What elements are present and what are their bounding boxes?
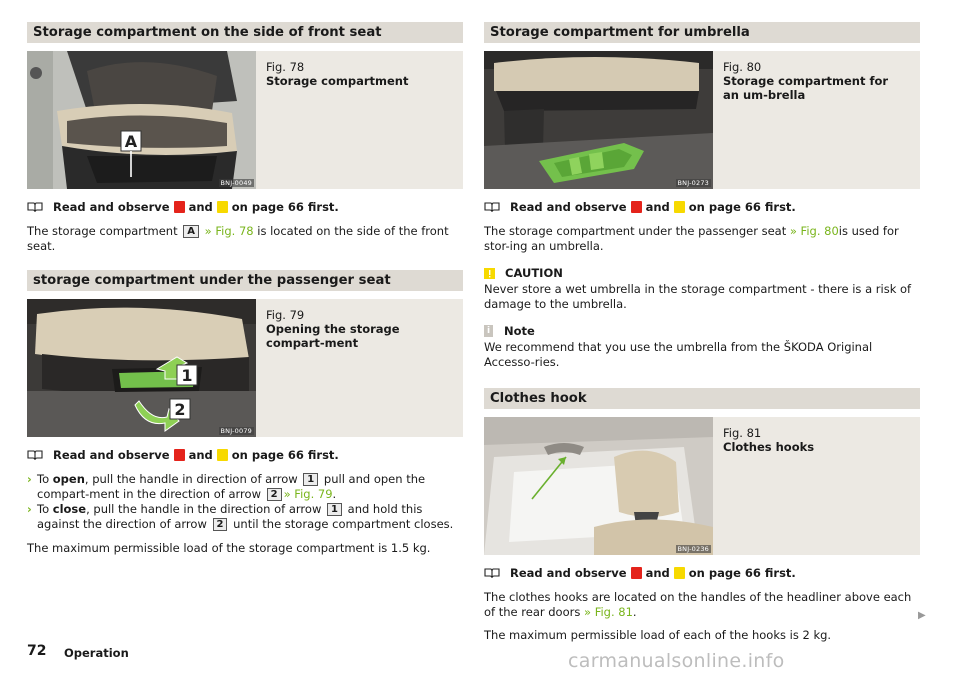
figure-79-image [27, 299, 256, 437]
list-item: › To close, pull the handle in the direction of arrow 1 and hold this against the direction of arrow 2 until the storage compartment closes. [27, 502, 454, 531]
figure-81-code: BNJ-0236 [677, 545, 709, 553]
figure-80-number: Fig. 80 [723, 60, 762, 74]
fig-reference-link[interactable]: » Fig. 78 [204, 224, 254, 238]
paragraph-umbrella: The storage compartment under the passenger seat » Fig. 80is used for stor-ing an umbrella. [484, 224, 899, 253]
caution-yellow-icon [674, 567, 685, 579]
paragraph-max-load: The maximum permissible load of the storage compartment is 1.5 kg. [27, 541, 431, 555]
continue-arrow-icon: ▶ [918, 610, 926, 621]
svg-text:1: 1 [181, 366, 193, 385]
paragraph-hook-load: The maximum permissible load of each of the hooks is 2 kg. [484, 628, 832, 642]
caution-yellow-icon [674, 201, 685, 213]
read-observe-line: Read and observe and on page 66 first. [484, 565, 920, 581]
book-icon [484, 568, 500, 578]
key-2: 2 [267, 488, 282, 501]
instruction-list [27, 472, 463, 532]
figure-81-title: Clothes hooks [723, 440, 815, 454]
section-heading-clothes-hook: Clothes hook [484, 388, 920, 409]
figure-79-number: Fig. 79 [266, 308, 305, 322]
paragraph-clothes-hooks: The clothes hooks are located on the handles of the headliner above each of the rear doors » Fig. 81. [484, 590, 912, 619]
list-item: › To open, pull the handle in direction of arrow 1 pull and open the compart-ment in the direction of arrow 2 » Fig. 79. [27, 472, 426, 501]
figure-81-number: Fig. 81 [723, 426, 762, 440]
left-column [27, 22, 463, 556]
watermark: carmanualsonline.info [568, 650, 785, 672]
key-1: 1 [327, 503, 342, 516]
fig-reference-link[interactable]: » Fig. 80 [789, 224, 839, 238]
figure-78-caption [266, 60, 408, 88]
warning-red-icon [631, 567, 642, 579]
warning-red-icon [174, 201, 185, 213]
warning-red-icon [174, 449, 185, 461]
book-icon [484, 202, 500, 212]
caution-text: Never store a wet umbrella in the storage compartment - there is a risk of damage to the umbrella. [484, 282, 912, 311]
key-2: 2 [213, 518, 228, 531]
paragraph-side-storage: The storage compartment A » Fig. 78 is located on the side of the front seat. [27, 224, 449, 253]
caution-triangle-icon [484, 268, 495, 279]
figure-79-caption [266, 308, 446, 350]
figure-81-image [484, 417, 713, 555]
book-icon [27, 450, 43, 460]
figure-80-image [484, 51, 713, 189]
figure-78-image [27, 51, 256, 189]
fig-reference-link[interactable]: » Fig. 81 [584, 605, 633, 619]
figure-81 [484, 417, 920, 555]
svg-text:2: 2 [174, 400, 186, 419]
key-1: 1 [303, 473, 318, 486]
figure-81-caption [723, 426, 814, 454]
figure-78-number: Fig. 78 [266, 60, 305, 74]
right-column [484, 22, 920, 643]
fig-reference-link[interactable]: » Fig. 79 [283, 487, 333, 501]
figure-80-title: Storage compartment for an um-brella [723, 74, 889, 102]
figure-80-code: BNJ-0273 [677, 179, 709, 187]
section-heading-umbrella: Storage compartment for umbrella [484, 22, 920, 43]
figure-80 [484, 51, 920, 189]
read-observe-line: Read and observe and on page 66 first. [27, 447, 463, 463]
book-icon [27, 202, 43, 212]
caution-yellow-icon [217, 201, 228, 213]
figure-79-code: BNJ-0079 [220, 427, 252, 435]
figure-78-title: Storage compartment [266, 74, 409, 88]
figure-79 [27, 299, 463, 437]
info-icon: i [484, 325, 493, 337]
figure-79-title: Opening the storage compart-ment [266, 322, 400, 350]
read-observe-line: Read and observe and on page 66 first. [27, 199, 463, 215]
figure-78 [27, 51, 463, 189]
read-observe-line: Read and observe and on page 66 first. [484, 199, 920, 215]
warning-red-icon [631, 201, 642, 213]
footer-section-label: Operation [64, 646, 129, 660]
section-heading-under-seat: storage compartment under the passenger seat [27, 270, 463, 291]
note-header: i Note [484, 324, 920, 338]
page-number: 72 [27, 643, 47, 659]
note-text: We recommend that you use the umbrella from the ŠKODA Original Accesso-ries. [484, 340, 873, 369]
caution-header: CAUTION [484, 266, 920, 280]
section-heading-side-storage: Storage compartment on the side of front seat [27, 22, 463, 43]
key-A: A [183, 225, 199, 238]
caution-yellow-icon [217, 449, 228, 461]
bullet-arrow-icon: › [27, 502, 32, 516]
svg-text:A: A [124, 132, 138, 151]
figure-78-code: BNJ-0049 [220, 179, 252, 187]
bullet-arrow-icon: › [27, 472, 32, 486]
figure-80-caption [723, 60, 903, 102]
